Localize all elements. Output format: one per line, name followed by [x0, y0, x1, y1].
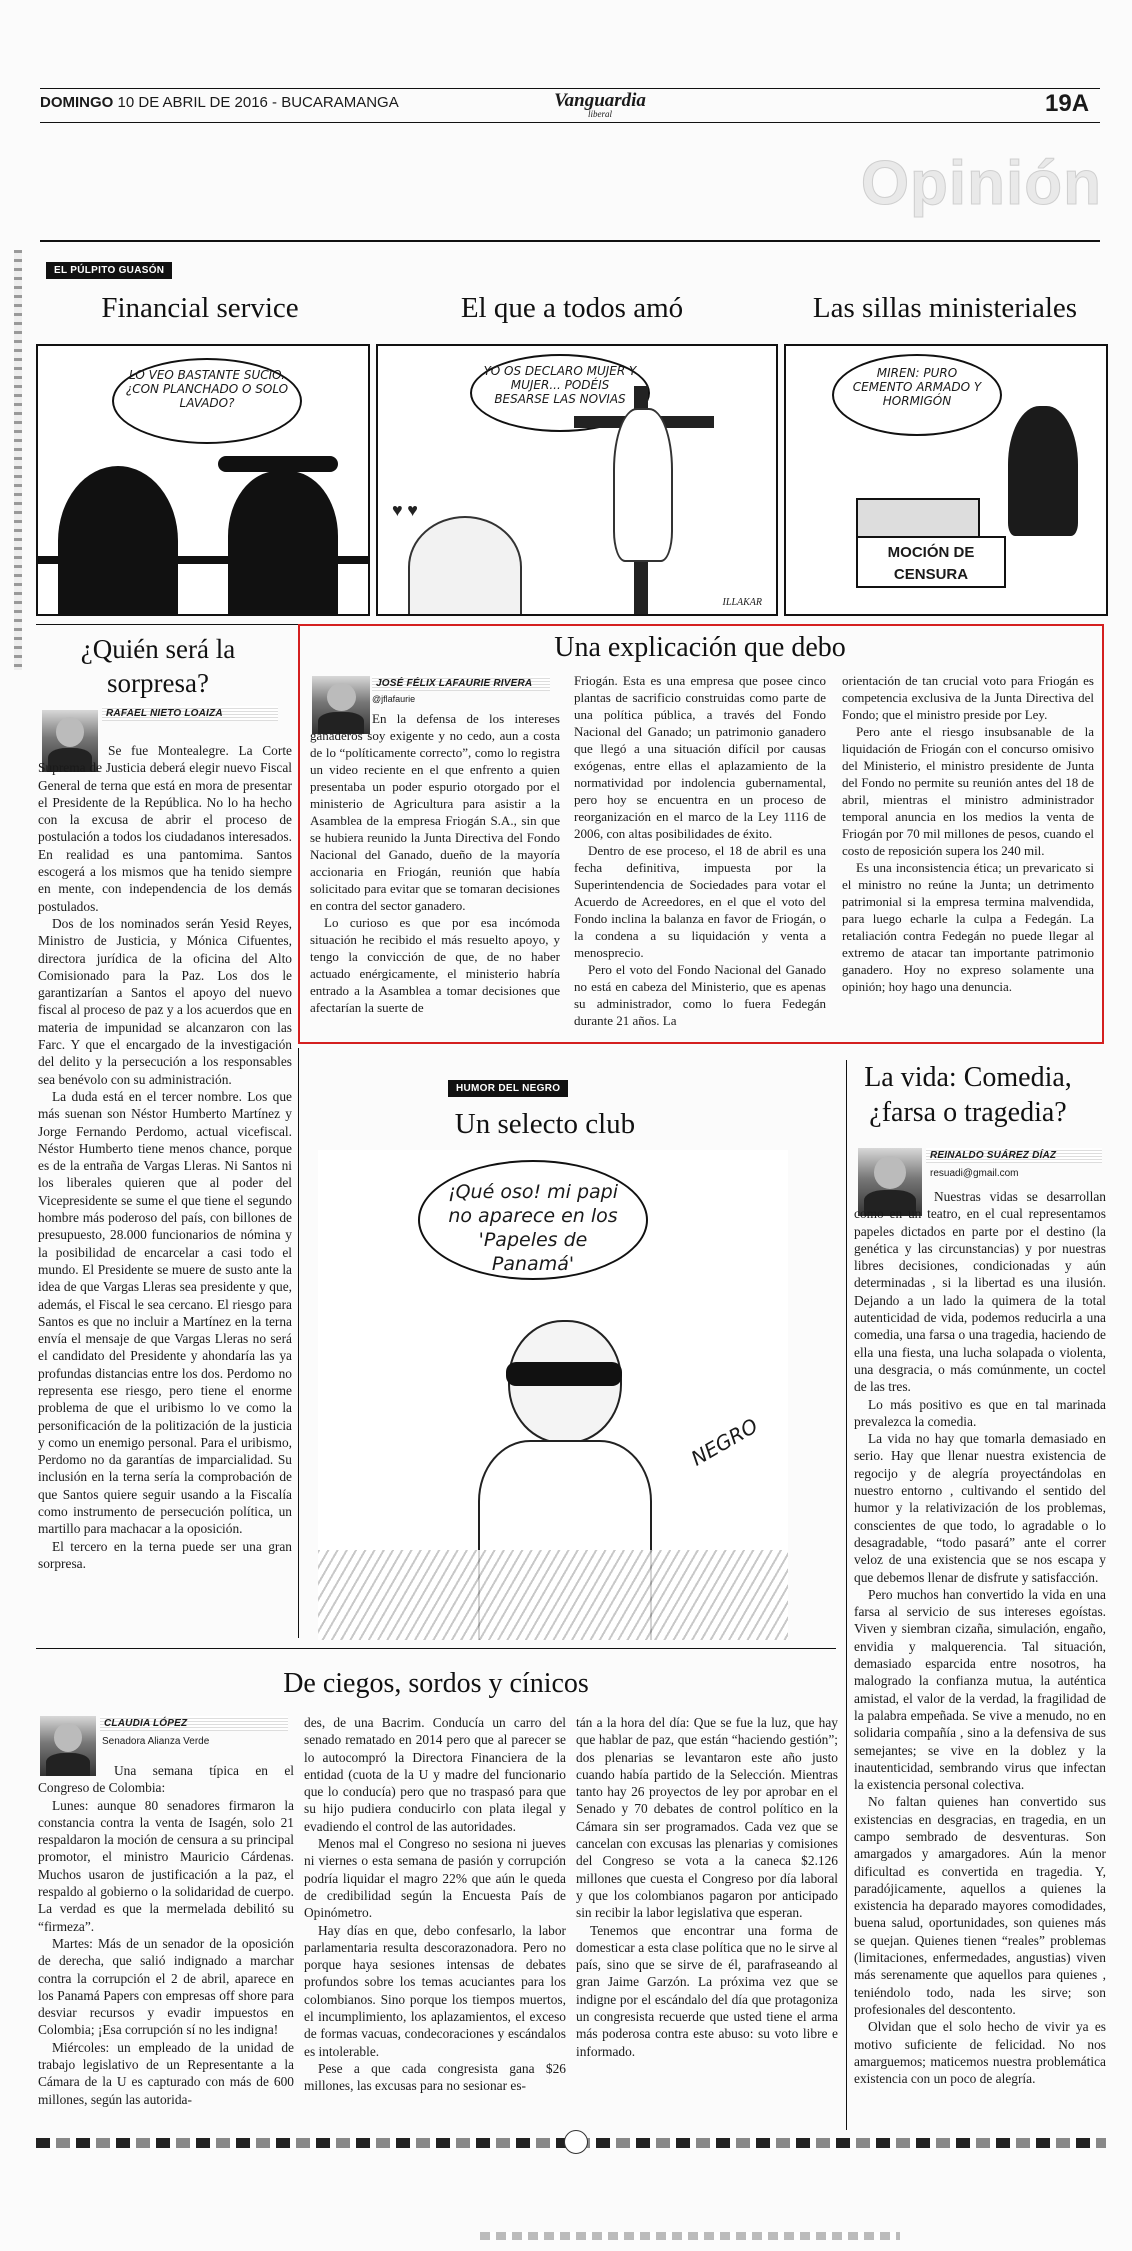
humor-bubble: ¡Qué oso! mi papi no aparece en los 'Papeles de Panamá': [418, 1160, 648, 1280]
vida-author: REINALDO SUÁREZ DÍAZ: [926, 1148, 1102, 1163]
ciegos-col2-p1: des, de una Bacrim. Conducía un carro del senado rematado en 2014 pero que al parecer se lo autocompró la Directora Financiera de la entidad (cuota de la U y madre del funcionario que lo conducía) pero que no traspasó para que su hijo pudiera conducirlo con plata ilegal y evadiendo el control de las autoridades.: [304, 1715, 566, 1834]
quien-p1: Se fue Montealegre. La Corte Suprema de Justicia deberá elegir nuevo Fiscal General de terna que está en mora de presentar el Presidente de la República. No lo ha hecho con la excusa de abrir el proceso de postulación a todos los ciudadanos interesados. En realidad es una pantomima. Santos escogerá a los mismos que ha tenido siempre en mente, con independencia de los demás postulados.: [38, 743, 292, 914]
vida-p6: Olvidan que el solo hecho de vivir ya es motivo suficiente de felicidad. No nos amarguemos; maticemos nuestra problemática existencia con un poco de alegría.: [854, 2019, 1106, 2087]
cartoon-title-2: El que a todos amó: [460, 292, 684, 324]
cartoon-signature-2: ILLAKAR: [722, 597, 762, 608]
cartoon-section-tag: EL PÚLPITO GUASÓN: [46, 262, 172, 279]
explicacion-author: JOSÉ FÉLIX LAFAURIE RIVERA: [372, 676, 550, 691]
vida-p5: No faltan quienes han convertido sus existencias en desgracias, en tragedia, en un campo sembrado de desventuras. Son amargados y amargadores. Aún la menor dificultad es convertida en tragedia. Y, paradójicamente, aquellos a quienes la existencia ha deparado mayores comodidades, buena salud, oportunidades, son quienes más se quejan. Quienes tienen “reales” problemas (limitaciones, enfermedades, angustias) viven más serenamente que aquellos para quienes , teniéndolo todo, nada les sirve; son profesionales del descontento.: [854, 1794, 1106, 2017]
vida-title: La vida: Comedia, ¿farsa o tragedia?: [864, 1062, 1072, 1128]
page-number: 19A: [1045, 90, 1090, 117]
explicacion-col2-p2: Dentro de ese proceso, el 18 de abril es una fecha definitiva, impuesta por la Superintendencia de Sociedades para votar el Acuerdo de Acreedores, en el que el voto del Fondo inclina la balanza en favor de Friogán, o la condena a su liquidación y venta a menosprecio.: [574, 843, 826, 960]
vida-p2: Lo más positivo es que en tal marinada prevalezca la comedia.: [854, 1396, 1106, 1429]
ciegos-col1-p2: Lunes: aunque 80 senadores firmaron la constancia contra la venta de Isagén, solo 21 respaldaron la moción de censura a su principal promotor, el ministro Mauricio Cárdenas. Muchos usaron de justificación a la paz, el respaldo al gobierno o la solidaridad de cuerpo. La verdad es que la mermelada debilitó su “firmeza”.: [38, 1797, 294, 1934]
explicacion-col3-p3: Es una inconsistencia ética; un prevaricato si el ministro no reúne la Junta; un detrimento patrimonial si la empresa termina malvendida, para luego echarle la culpa a Fedegán. La retaliación contra Fedegán no puede llegar al extremo de atacar tan importante patrimonio ganadero. Hoy no expreso solamente una opinión; hoy hago una denuncia.: [842, 860, 1094, 994]
masthead: [0, 0, 1132, 218]
minister-figure: [1008, 406, 1078, 536]
ciegos-col3-p1: tán a la hora del día: Que se fue la luz, que hay que hablar de paz, que están “haciendo gestión”; dos plenarias se levantaron este año justo cuando había partido de la Selección. Mientras tanto hay 26 proyectos de ley por aprobar en el Senado y 70 debates de control político en la Cámara sin ser programados. Cada vez que se cancelan con excusas las plenarias y comisiones del Congreso se vota a la caneca $2.126 millones que cuesta el Congreso por día laboral y que los colombianos pagaron por anticipado sin recibir la labor legislativa que esperan.: [576, 1715, 838, 1921]
explicacion-col1-p2: Lo curioso es que por esa incómoda situación he recibido el más resuelto apoyo, y tengo la convicción de que, de no haber actuado enérgicamente, el ministerio habría entrado a la Asamblea a tomar decisiones que afectarían la suerte de: [310, 915, 560, 1015]
humor-left-rule: [298, 1048, 299, 1638]
ground-shrubs: [318, 1550, 788, 1640]
header-date: [40, 94, 399, 111]
header-day: DOMINGO: [40, 94, 114, 111]
humor-title: Un selecto club: [454, 1108, 636, 1140]
ciegos-col1-p1: Una semana típica en el Congreso de Colombia:: [38, 1763, 294, 1796]
censure-sign: MOCIÓN DE CENSURA: [856, 536, 1006, 588]
section-rule: [40, 240, 1100, 242]
header-date-text: 10 DE ABRIL DE 2016 - BUCARAMANGA: [117, 94, 399, 111]
header-bottom-rule: [40, 122, 1100, 123]
vida-body: [854, 1188, 1106, 2087]
crucified-figure: [613, 408, 673, 562]
logo-text: Vanguardia: [554, 90, 646, 111]
humor-cartoon: [318, 1150, 788, 1640]
humor-signature: NEGRO: [686, 1413, 762, 1471]
ciegos-col1-p3: Martes: Más de un senador de la oposición de derecha, que salió indignado a marchar contra la corrupción el 2 de abril, aparece en los Panamá Papers con empresas off shore para desviar recursos y evadir impuestos en Colombia; ¡Esa corrupción sí no les indigna!: [38, 1935, 294, 2038]
ciegos-author: CLAUDIA LÓPEZ: [100, 1716, 288, 1731]
ciegos-title: De ciegos, sordos y cínicos: [283, 1668, 589, 1699]
section-title: Opinión: [860, 149, 1102, 218]
newspaper-logo: [540, 90, 660, 119]
counter-desk: [38, 556, 368, 564]
ciegos-col2-p4: Pese a que cada congresista gana $26 millones, las excusas para no sesionar es-: [304, 2060, 566, 2094]
quien-p2: Dos de los nominados serán Yesid Reyes, Ministro de Justicia, y Mónica Cifuentes, directora jurídica de la oficina del Alto Comisionado para la Paz. Los dos le garantizarían a Santos el apoyo del nuevo fiscal al proceso de paz y a los acuerdos que en materia de impunidad se alcanzaron con las Farc. Y que el encargado de la investigación del delito y la persecución a los responsables sea benévolo con su administración.: [38, 915, 292, 1087]
figure-silhouette-right: [228, 471, 338, 616]
kissing-couple: [408, 516, 522, 616]
left-margin-strip: [14, 250, 22, 670]
ciegos-col2: [304, 1714, 566, 2095]
quien-p4: El tercero en la terna puede ser una gran sorpresa.: [38, 1538, 292, 1571]
vida-left-rule: [846, 1060, 847, 2130]
cartoon-bubble-1: LO VEO BASTANTE SUCIO. ¿CON PLANCHADO O SOLO LAVADO?: [112, 358, 302, 444]
ciegos-col1: [38, 1762, 294, 2108]
ciegos-role: Senadora Alianza Verde: [102, 1736, 210, 1747]
quien-p3: La duda está en el tercer nombre. Los que más suenan son Néstor Humberto Martínez y Jorge Fernando Perdomo, actual vicefiscal. Néstor Humberto tiene menos chance, porque es de la entraña de Vargas Lleras. Ni Santos ni los liberales quieren que al poder del Vicepresidente se sume el que tiene el segundo hombre más poderoso del país, con billones de presupuesto, 28.000 funcionarios de nómina y la posibilidad de encarcelar a casi todo el mundo. El Presidente se muere de susto ante la idea de que Vargas Lleras sea presidente y que, además, el Fiscal le sea cercano. El riesgo para Santos es que no incluir a Martínez en la terna envía el mensaje de que Vargas Lleras no será el candidato del Presidente y ahondaría las ya profundas distancias entre los dos. Perdomo no representa ese riesgo, pero tiene el enorme problema de que el uribismo lo ve como la personificación de la politización de la justicia y como un enemigo personal. Para el uribismo, Perdomo no da garantías de imparcialidad. Su inclusión en la terna sería la comprobación de que Santos quiere seguir usando a la Fiscalía como instrumento de persecución política, un martillo para machacar a la oposición.: [38, 1088, 292, 1537]
explicacion-col3: [842, 672, 1094, 995]
logo-subtext: liberal: [588, 109, 612, 119]
explicacion-col3-p2: Pero ante el riesgo insubsanable de la liquidación de Friogán con el concurso omisivo del Ministerio, el ministro presidente de Junta del Fondo no permite su reunión antes del 18 de abril, mientras el ministro administrador temporal anuncia en los medios la venta de Friogán por 70 mil millones de pesos, cuando el costo de reposición supera los 240 mil.: [842, 724, 1094, 858]
cartoon-bubble-3: MIREN: PURO CEMENTO ARMADO Y HORMIGÓN: [832, 354, 1002, 436]
ciegos-col3: [576, 1714, 838, 2060]
hat-icon: [218, 456, 338, 472]
explicacion-col2-p3: Pero el voto del Fondo Nacional del Ganado no está en cabeza del Ministerio, que es apenas su administrador, como lo fuera Fedegán durante 21 años. La: [574, 962, 826, 1028]
explicacion-col3-p1: orientación de tan crucial voto para Friogán es competencia exclusiva de la Junta Directiva del Fondo; que el ministro preside por Ley.: [842, 673, 1094, 722]
vida-p3: La vida no hay que tomarla demasiado en serio. Hay que llenar nuestra existencia de regocijo y de alegría proyectándolas en nuestro entorno , cultivando el sentido del humor y la relativización de los problemas, conscientes de que todo, lo agradable o lo desagradable, “todo pasará” ante el correr veloz de una existencia que se nos escapa y que debemos llenar de disfrute y satisfacción.: [854, 1431, 1106, 1585]
cartoon-bubble-2: YO OS DECLARO MUJER Y MUJER... PODÉIS BESARSE LAS NOVIAS: [470, 354, 650, 432]
sunglasses-icon: [506, 1362, 622, 1386]
footer-color-bar-2: [480, 2232, 900, 2240]
header-top-rule: [40, 88, 1100, 89]
ciegos-col1-p4: Miércoles: un empleado de la unidad de trabajo legislativo de un Representante a la Cámara de la U es capturado con más de 600 millones, según las autorida-: [38, 2039, 294, 2107]
humor-section-tag: HUMOR DEL NEGRO: [448, 1080, 568, 1097]
quien-author: RAFAEL NIETO LOAIZA: [102, 706, 278, 721]
ciegos-col2-p3: Hay días en que, debo confesarlo, la labor parlamentaria resulta descorazonadora. Pero no porque haya sesiones intensas de debates profundos sobre los temas acuciantes para los colombianos. Sino porque los tiempos muertos, el incumplimiento, los aplazamientos, el exceso de formas vacuas, condecoraciones y escándalos es intolerable.: [304, 1922, 566, 2059]
explicacion-handle: @jflafaurie: [372, 694, 416, 704]
explicacion-col1: [310, 710, 560, 1016]
vida-p4: Pero muchos han convertido la vida en una farsa al servicio de sus intereses egoístas. Viven y siembran cizaña, simulación, engaño, envidia y malquerencia. Tal situación, demasiado esparcida entre nosotros, ha malogrado la confianza mutua, la auténtica amistad, el valor de la verdad, la fragilidad de la palabra empeñada. Se vive a menudo, no en solidaria compañía , sino a la defensiva de sus semejantes; se vive en la doblez y la inautenticidad, sembrando virus que infectan la existencia personal colectiva.: [854, 1586, 1106, 1793]
explicacion-col1-p1: En la defensa de los intereses ganaderos soy exigente y no cedo, aun a costa de lo “políticamente correcto”, como lo registra un video reciente en el que enfrento a quien presentaba un poder espurio otorgado por el ministerio de Agricultura para asistir a la Asamblea de la empresa Friogán S.A., sin que se hubiera reunido la Junta Directiva del Fondo Nacional del Ganado, dueño de la mayoría accionaria en Friogán, reunión que había solicitado para evitar que se tomaran decisiones en contra del sector ganadero.: [310, 711, 560, 913]
vida-p1: Nuestras vidas se desarrollan como en un teatro, en el cual representamos papeles dictados en parte por el destino (la genética y las circunstancias) y por nuestras libres decisiones, condicionadas y aún determinadas , si la libertad es una ilusión. Dejando a un lado la quimera de la total autenticidad de vida, podemos reducirla a una comedia, una farsa o una tragedia, haciendo de ella una fiesta, una lucha solapada o violenta, una desgracia, o más comúnmente, un coctel de las tres.: [854, 1189, 1106, 1395]
vida-email: resuadi@gmail.com: [930, 1168, 1019, 1179]
quien-title: ¿Quién será la sorpresa?: [80, 634, 236, 698]
ciegos-top-rule: [36, 1648, 836, 1649]
cartoon-title-1: Financial service: [101, 292, 299, 324]
cartoon-panel-financial: [36, 344, 370, 616]
explicacion-title: Una explicación que debo: [554, 632, 846, 663]
figure-silhouette-left: [58, 466, 178, 616]
explicacion-col2-p1: Friogán. Esta es una empresa que posee cinco plantas de sacrificio construidas como parte de una política pública, a través del Fondo Nacional del Ganado; un patrimonio ganadero que llegó a una situación difícil por causas exógenas, entre ellas el aplazamiento de la normatividad por indolencia gubernamental, pero hoy se encuentra en un proceso de reorganización en el marco de la Ley 1116 de 2006, con altas posibilidades de éxito.: [574, 673, 826, 841]
explicacion-col2: [574, 672, 826, 1029]
ciegos-col2-p2: Menos mal el Congreso no sesiona ni jueves ni viernes o esta semana de pasión y corrupción podría liquidar el magro 22% que aún le queda de credibilidad según la Encuesta País de Opinómetro.: [304, 1836, 566, 1921]
cartoon-title-3: Las sillas ministeriales: [812, 292, 1078, 324]
cartoon-panel-sillas: [784, 344, 1108, 616]
quien-body: [38, 742, 292, 1572]
ciegos-col3-p2: Tenemos que encontrar una forma de domesticar a esta clase política que no le sirve al país, sino que se sirve de él, parafraseando al gran Jaime Garzón. La próxima vez que se indigne por el escándalo del día que protagoniza un congresista recuerde que usted tiene el arma más poderosa contra este abuso: su voto libre e informado.: [576, 1922, 838, 2059]
cartoon-panel-todos-amo: [376, 344, 778, 616]
heart-icon: ♥ ♥: [392, 500, 418, 520]
registration-mark-icon: [564, 2130, 588, 2154]
